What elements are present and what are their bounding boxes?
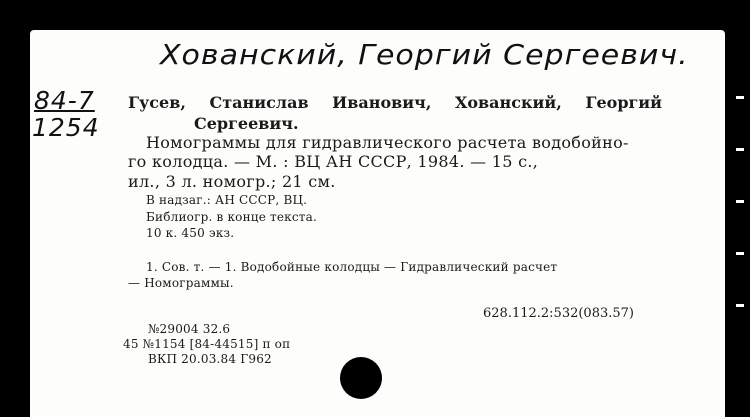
accession-line: №29004 32.6 bbox=[148, 322, 231, 336]
call-number-top: 84-7 bbox=[34, 86, 95, 115]
note-line: 10 к. 450 экз. bbox=[146, 226, 235, 240]
note-line: Библиогр. в конце текста. bbox=[146, 210, 317, 224]
accession-line: ВКП 20.03.84 Г962 bbox=[148, 352, 272, 366]
edge-mark bbox=[736, 200, 744, 203]
title-line: ил., 3 л. номогр.; 21 см. bbox=[128, 172, 336, 191]
catalog-card bbox=[30, 30, 725, 417]
author-line-continued: Сергеевич. bbox=[194, 114, 299, 133]
title-line: Номограммы для гидравлического расчета водобойно- bbox=[146, 133, 629, 152]
udc-classification: 628.112.2:532(083.57) bbox=[483, 306, 634, 321]
edge-mark bbox=[736, 252, 744, 255]
call-number-bottom: 1254 bbox=[32, 113, 100, 142]
edge-mark bbox=[736, 96, 744, 99]
author-line: Гусев, Станислав Иванович, Хованский, Георгий bbox=[128, 93, 663, 112]
accession-line: 45 №1154 [84-44515] п оп bbox=[123, 337, 291, 351]
title-line: го колодца. — М. : ВЦ АН СССР, 1984. — 15 с., bbox=[128, 152, 539, 171]
handwritten-name: Хованский, Георгий Сергеевич. bbox=[160, 39, 689, 72]
subject-line: 1. Сов. т. — 1. Водобойные колодцы — Гидравлический расчет bbox=[146, 260, 558, 274]
punch-hole bbox=[340, 357, 382, 399]
note-line: В надзаг.: АН СССР, ВЦ. bbox=[146, 193, 308, 207]
edge-mark bbox=[736, 148, 744, 151]
subject-line: — Номограммы. bbox=[128, 276, 234, 290]
edge-mark bbox=[736, 304, 744, 307]
